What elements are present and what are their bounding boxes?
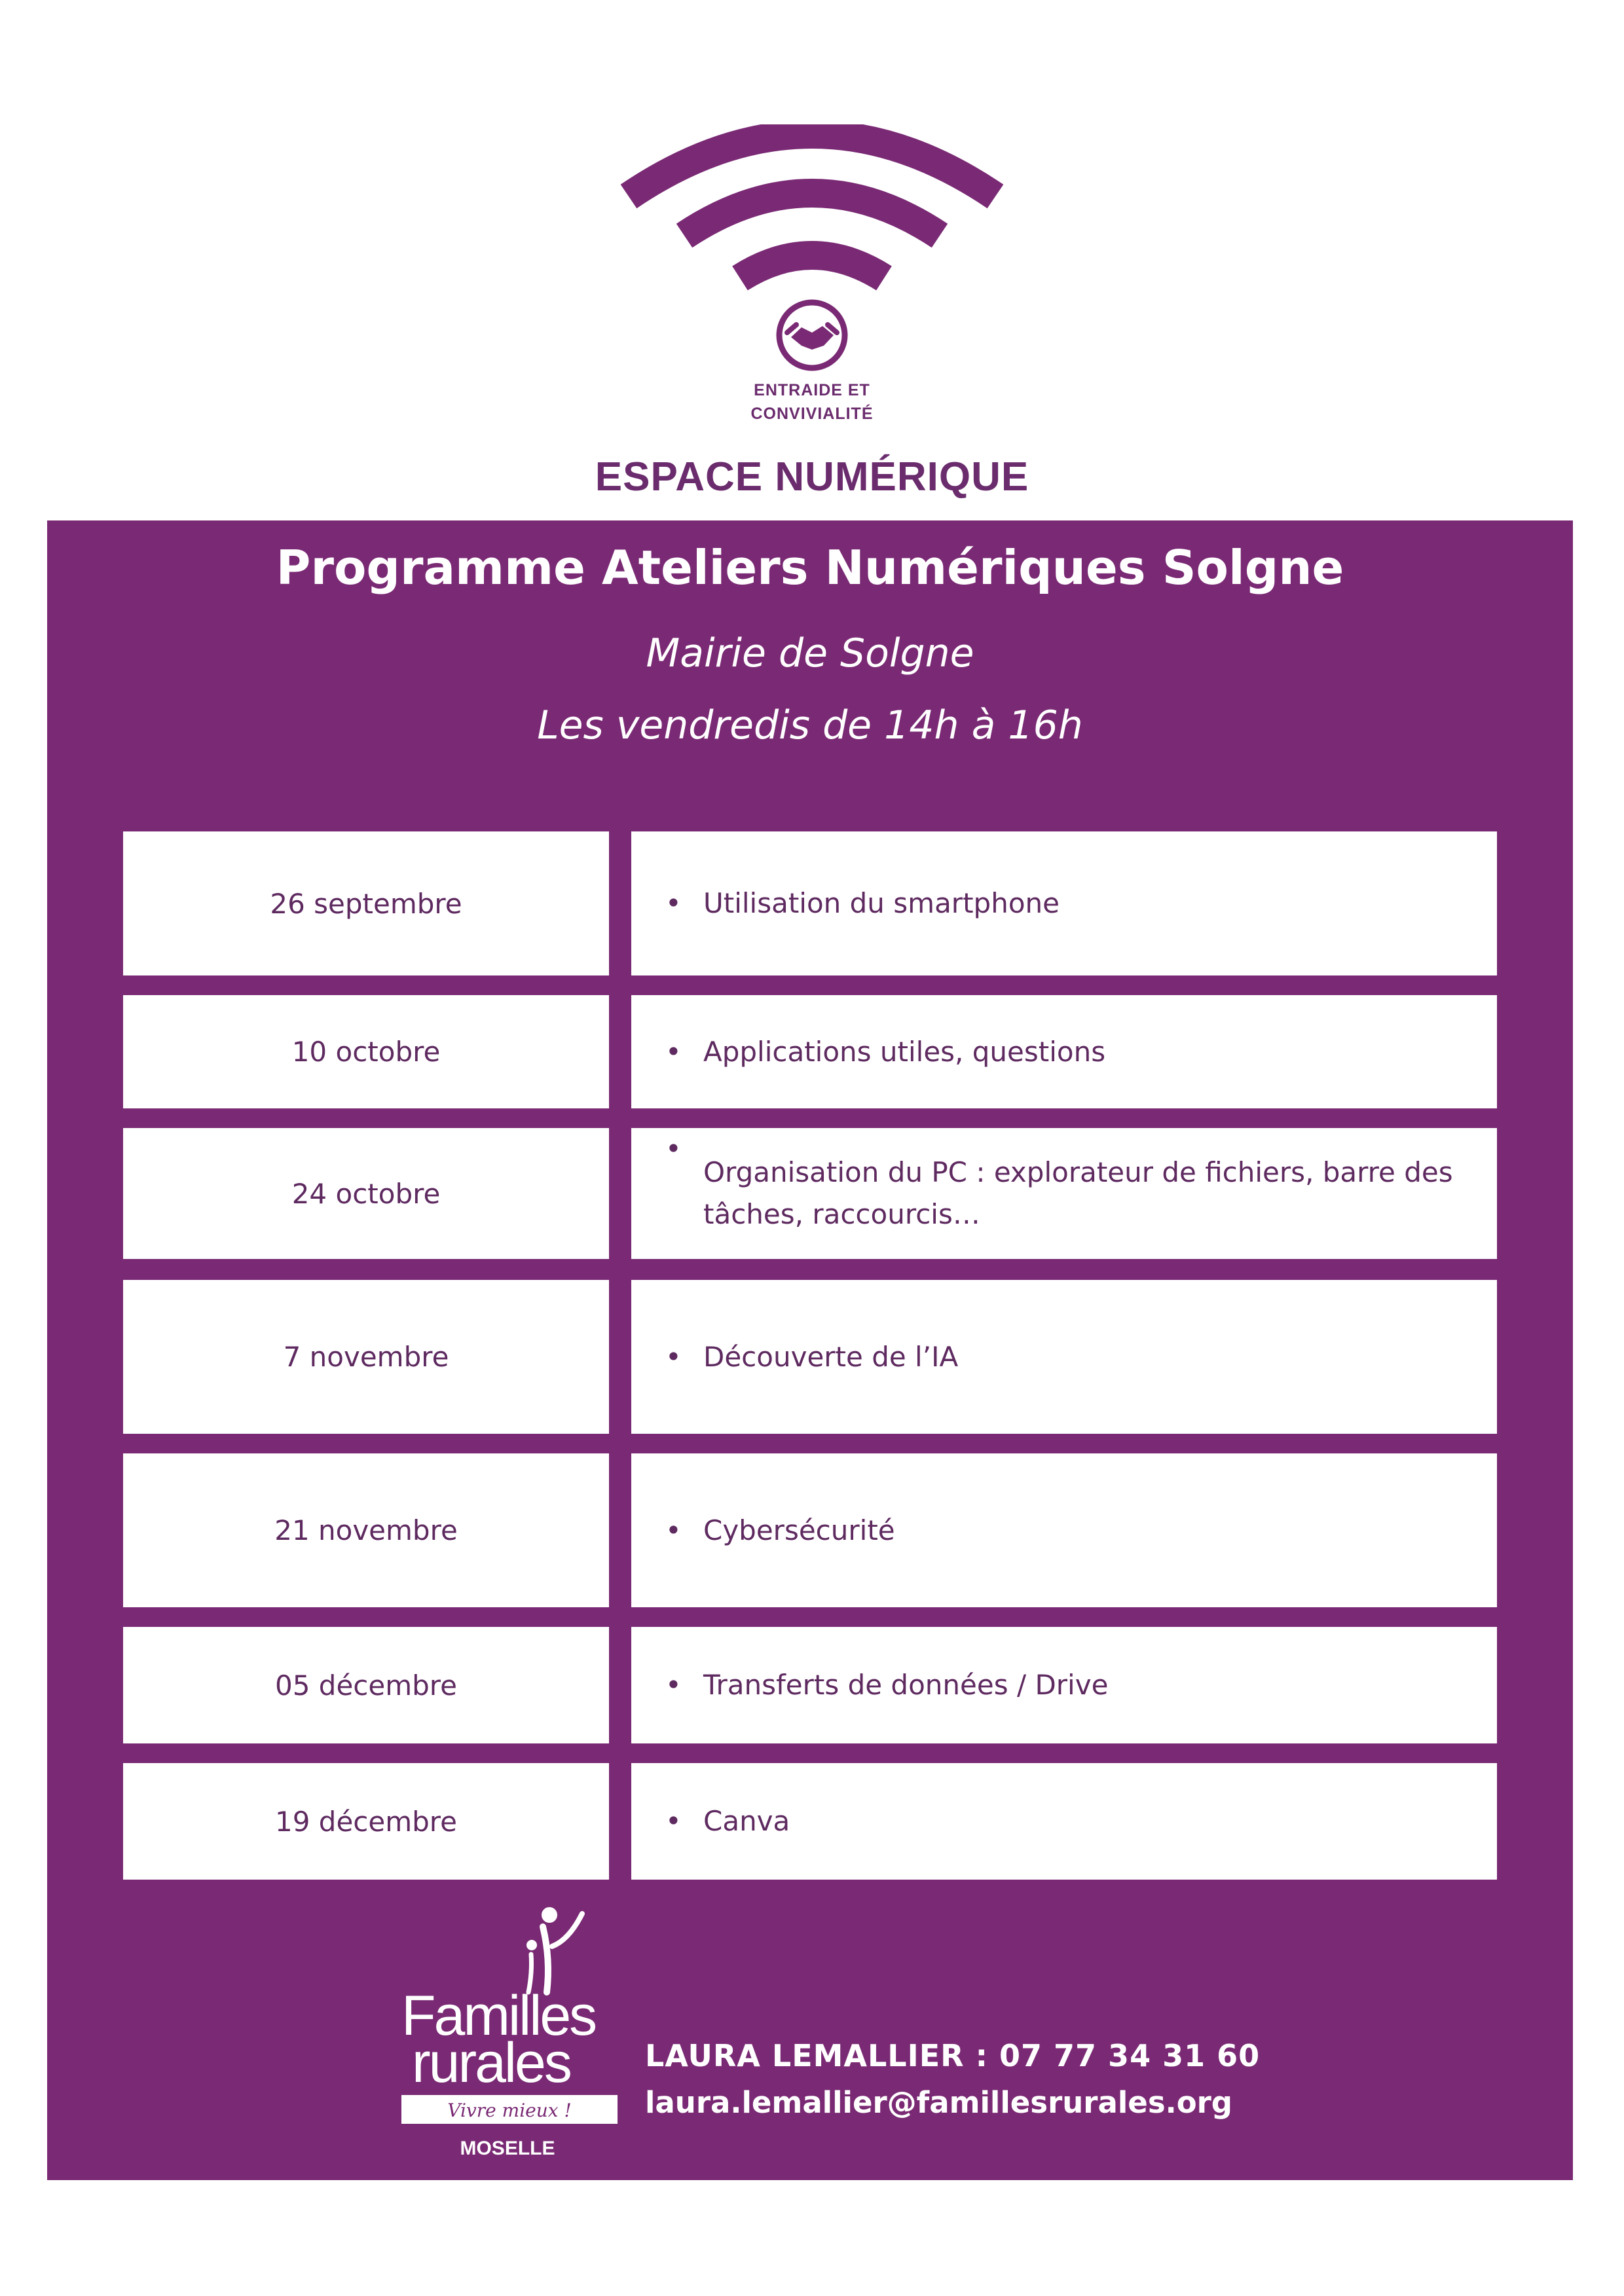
- session-date: 05 décembre: [123, 1627, 609, 1743]
- contact-name-phone: LAURA LEMALLIER : 07 77 34 31 60: [645, 2038, 1261, 2073]
- logo-caption-line2: CONVIVIALITÉ: [750, 405, 874, 423]
- espace-title: ESPACE NUMÉRIQUE: [595, 454, 1029, 500]
- session-topic: Transferts de données / Drive: [703, 1669, 1109, 1701]
- session-topic-cell: [631, 1128, 1497, 1259]
- program-schedule: Les vendredis de 14h à 16h: [537, 702, 1083, 748]
- session-topic-cell: [631, 1763, 1497, 1880]
- session-date: 7 novembre: [123, 1280, 609, 1434]
- logo-rurales: rurales: [412, 2032, 570, 2094]
- bullet-icon: •: [665, 1514, 682, 1546]
- bullet-icon: •: [665, 887, 682, 919]
- session-topic: Applications utiles, questions: [703, 1035, 1106, 1068]
- session-topic: Canva: [703, 1805, 790, 1837]
- session-topic-cell: [631, 1453, 1497, 1607]
- session-row: [123, 1627, 1498, 1743]
- session-date: 21 novembre: [123, 1453, 609, 1607]
- session-row: [123, 1453, 1498, 1607]
- session-topic: Cybersécurité: [703, 1514, 895, 1546]
- session-topic-cell: [631, 1627, 1497, 1743]
- logo-slogan: Vivre mieux !: [447, 2100, 572, 2121]
- session-row: [123, 995, 1498, 1108]
- session-topic: Organisation du PC : explorateur de fichiers, barre des tâches, raccourcis…: [703, 1156, 1453, 1230]
- bullet-icon: •: [665, 1133, 682, 1165]
- session-row: [123, 1280, 1498, 1434]
- logo-familles: Familles: [401, 1984, 596, 2047]
- bullet-icon: •: [665, 1805, 682, 1837]
- wifi-logo: [616, 124, 1008, 386]
- figure-icon: [526, 1907, 582, 1992]
- contact-email[interactable]: laura.lemallier@famillesrurales.org: [645, 2085, 1233, 2120]
- footer: [47, 1901, 1573, 2176]
- program-panel: [47, 520, 1573, 2180]
- program-title: Programme Ateliers Numériques Solgne: [276, 540, 1344, 595]
- wifi-arc-inner: [740, 255, 884, 278]
- session-date: 24 octobre: [123, 1128, 609, 1259]
- session-row: [123, 1763, 1498, 1880]
- session-date: 10 octobre: [123, 995, 609, 1108]
- bullet-icon: •: [665, 1340, 682, 1373]
- session-topic-cell: [631, 831, 1497, 975]
- session-date: 26 septembre: [123, 831, 609, 975]
- handshake-icon: [779, 302, 845, 368]
- familles-rurales-logo: [397, 1901, 627, 2162]
- session-date: 19 décembre: [123, 1763, 609, 1880]
- session-topic: Utilisation du smartphone: [703, 887, 1060, 919]
- bullet-icon: •: [665, 1669, 682, 1701]
- wifi-arcs: [629, 134, 995, 278]
- session-row: [123, 1128, 1498, 1259]
- bullet-icon: •: [665, 1035, 682, 1068]
- logo-caption-line1: ENTRAIDE ET: [754, 381, 870, 399]
- session-row: [123, 831, 1498, 975]
- wifi-arc-middle: [684, 193, 940, 236]
- session-topic-cell: [631, 1280, 1497, 1434]
- session-topic-cell: [631, 995, 1497, 1108]
- program-location: Mairie de Solgne: [646, 630, 974, 676]
- session-topic: Découverte de l’IA: [703, 1340, 959, 1373]
- logo-region: MOSELLE: [460, 2138, 555, 2159]
